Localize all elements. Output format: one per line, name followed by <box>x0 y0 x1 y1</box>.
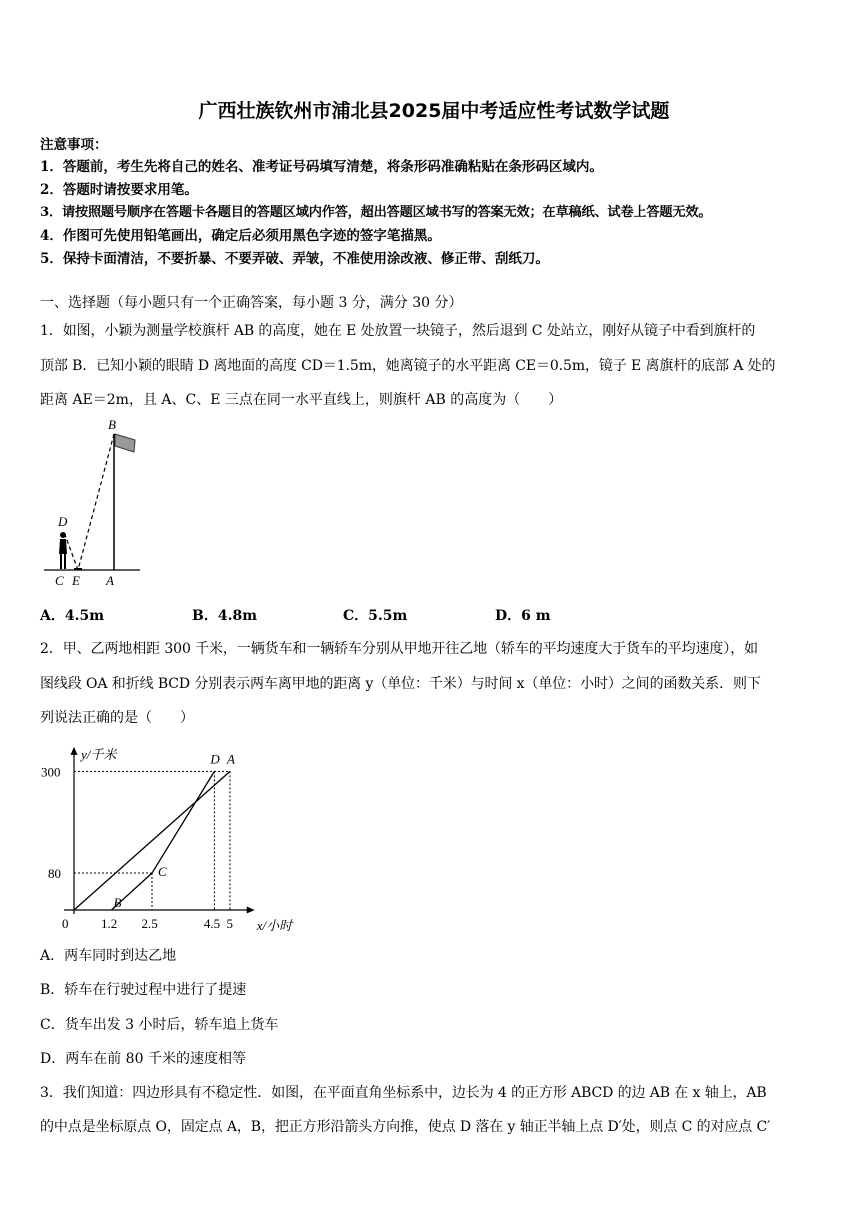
notice-item: 1．答题前，考生先将自己的姓名、准考证号码填写清楚，将条形码准确粘贴在条形码区域内。 <box>40 159 603 175</box>
x-axis-arrow-icon <box>247 907 255 914</box>
section-heading: 一、选择题（每小题只有一个正确答案，每小题 3 分，满分 30 分） <box>40 295 463 311</box>
notice-item: 5．保持卡面清洁，不要折暴、不要弄破、弄皱，不准使用涂改液、修正带、刮纸刀。 <box>40 251 549 267</box>
x-tick-label: 1.2 <box>100 916 118 931</box>
point-label: E <box>72 573 80 588</box>
q3-text-line: 的中点是坐标原点 O，固定点 A，B，把正方形沿箭头方向推，使点 D 落在 y 轴正半轴上点 D′处，则点 C 的对应点 C′ <box>40 1119 771 1135</box>
q2-option-c[interactable]: C．货车出发 3 小时后，轿车追上货车 <box>40 1017 279 1033</box>
point-label: C <box>55 573 64 588</box>
page-title: 广西壮族钦州市浦北县2025届中考适应性考试数学试题 <box>198 100 670 122</box>
q1-text-line: 距离 AE＝2m，且 A、C、E 三点在同一水平直线上，则旗杆 AB 的高度为（ ） <box>40 392 563 408</box>
notice-heading: 注意事项： <box>40 137 108 153</box>
q2-option-b[interactable]: B．轿车在行驶过程中进行了提速 <box>40 982 247 998</box>
q2-option-d[interactable]: D．两车在前 80 千米的速度相等 <box>40 1051 246 1067</box>
reflect-ray <box>78 434 114 570</box>
q1-text-line: 顶部 B．已知小颖的眼睛 D 离地面的高度 CD＝1.5m，她离镜子的水平距离 CE＝0.5m，镜子 E 离旗杆的底部 A 处的 <box>40 358 776 374</box>
q1-option-c[interactable]: C．5.5m <box>343 608 408 624</box>
q2-chart <box>40 735 300 940</box>
q2-option-a[interactable]: A．两车同时到达乙地 <box>40 948 177 964</box>
person-icon <box>59 532 67 569</box>
notice-item: 3．请按照题号顺序在答题卡各题目的答题区域内作答，超出答题区域书写的答案无效；在草稿纸、试卷上答题无效。 <box>40 205 712 220</box>
point-label: B <box>108 417 116 432</box>
point-label: A <box>106 573 114 588</box>
x-axis-label: x/小时 <box>256 918 293 933</box>
point-label: D <box>210 751 220 767</box>
q1-option-d[interactable]: D．6 m <box>495 608 551 624</box>
x-tick-label: 5 <box>226 916 233 931</box>
point-label: B <box>113 895 122 910</box>
y-axis-label: y/千米 <box>81 746 117 762</box>
q2-text-line: 2．甲、乙两地相距 300 千米，一辆货车和一辆轿车分别从甲地开往乙地（轿车的平均速度大于货车的平均速度），如 <box>40 641 759 657</box>
x-tick-label: 0 <box>62 916 69 931</box>
q1-option-b[interactable]: B．4.8m <box>192 608 258 624</box>
series-line-bcd <box>111 771 214 910</box>
y-tick-label: 80 <box>48 866 61 882</box>
point-label: C <box>158 864 167 880</box>
notice-item: 4．作图可先使用铅笔画出，确定后必须用黑色字迹的签字笔描黑。 <box>40 228 441 244</box>
point-label: D <box>58 514 68 529</box>
y-axis-arrow-icon <box>71 747 78 755</box>
q1-option-a[interactable]: A．4.5m <box>40 608 105 624</box>
q1-text-line: 1．如图，小颖为测量学校旗杆 AB 的高度，她在 E 处放置一块镜子，然后退到 C 处站立，刚好从镜子中看到旗杆的 <box>40 323 756 339</box>
x-tick-label: 2.5 <box>141 916 158 931</box>
q1-figure <box>40 412 150 592</box>
y-tick-label: 300 <box>41 764 61 780</box>
notice-item: 2．答题时请按要求用笔。 <box>40 182 198 198</box>
flag-icon <box>115 434 135 452</box>
point-label: A <box>227 751 235 767</box>
q2-text-line: 图线段 OA 和折线 BCD 分别表示两车离甲地的距离 y（单位：千米）与时间 x（单位：小时）之间的函数关系．则下 <box>40 676 761 692</box>
q3-text-line: 3．我们知道：四边形具有不稳定性．如图，在平面直角坐标系中，边长为 4 的正方形 ABCD 的边 AB 在 x 轴上，AB <box>40 1085 767 1101</box>
x-tick-label: 4.5 <box>203 916 221 931</box>
q2-text-line: 列说法正确的是（ ） <box>40 710 194 726</box>
